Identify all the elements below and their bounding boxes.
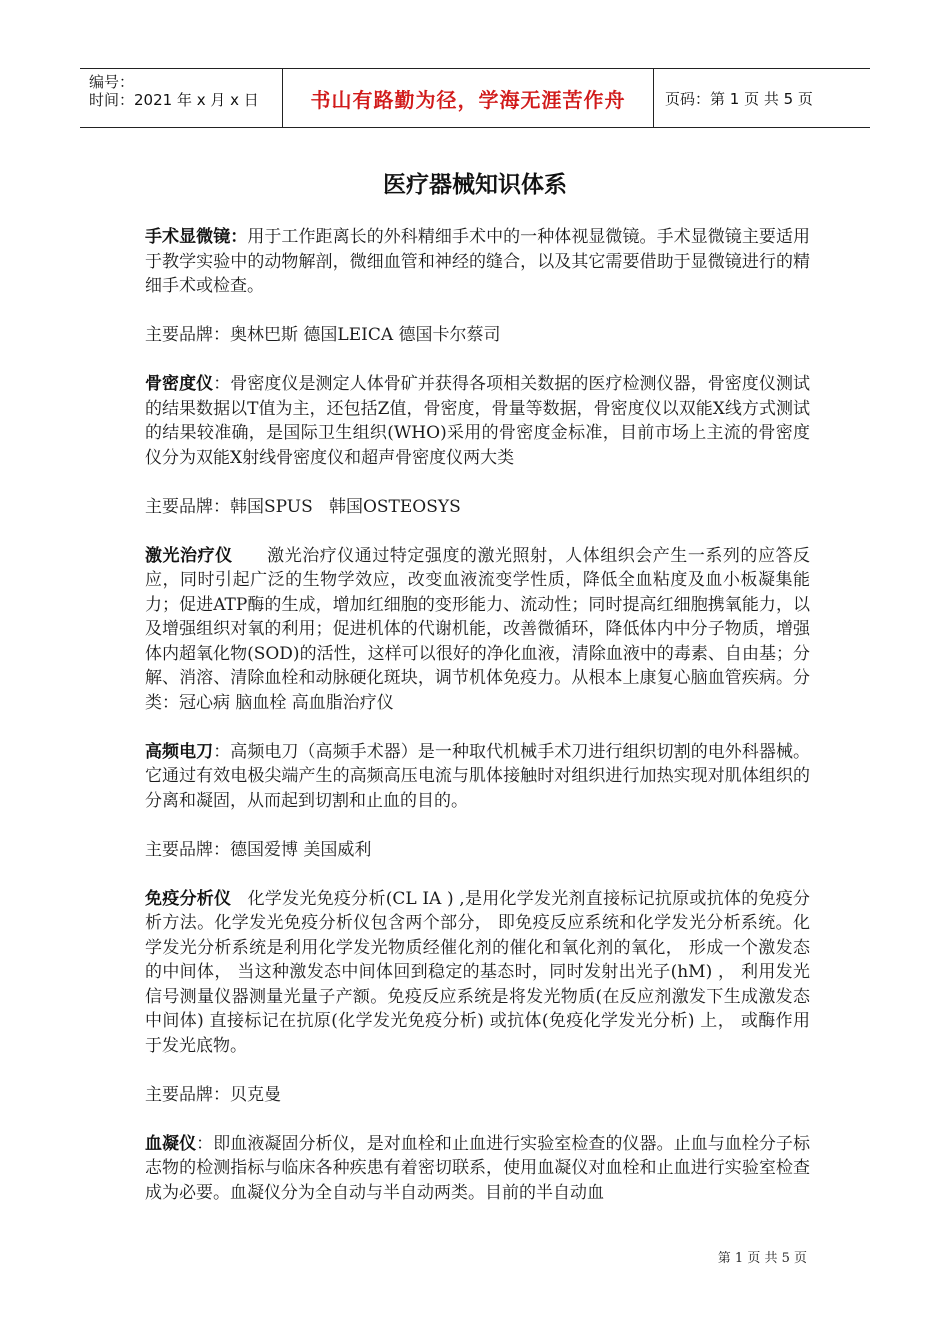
header-page-number: 页码：第 1 页 共 5 页 bbox=[665, 89, 813, 108]
term-surgical-microscope: 手术显微镜 bbox=[145, 227, 231, 247]
text-surgical-microscope: 用于工作距离长的外科精细手术中的一种体视显微镜。手术显微镜主要适用于教学实验中的动物解剖，微细血管和神经的缝合，以及其它需要借助于显微镜进行的精细手术或检查。 bbox=[145, 227, 811, 296]
term-laser-therapy: 激光治疗仪 bbox=[145, 545, 233, 566]
paragraph-coagulometer bbox=[145, 1132, 810, 1206]
term-colon: ： bbox=[196, 1133, 214, 1154]
paragraph-laser-therapy bbox=[145, 544, 810, 716]
term-immunoassay-analyzer: 免疫分析仪 bbox=[145, 888, 232, 909]
term-colon: ： bbox=[213, 374, 231, 394]
paragraph-bone-densitometer bbox=[145, 372, 810, 470]
page-title: 医疗器械知识体系 bbox=[383, 172, 567, 198]
brands-immunoassay-analyzer: 主要品牌：贝克曼 bbox=[145, 1084, 281, 1105]
paragraph-electrosurgical-unit bbox=[145, 740, 810, 814]
paragraph-surgical-microscope bbox=[145, 225, 810, 299]
brands-bone-densitometer: 主要品牌：韩国SPUS 韩国OSTEOSYS bbox=[145, 496, 461, 517]
page-header bbox=[80, 68, 870, 128]
footer-page-number: 第 1 页 共 5 页 bbox=[717, 1251, 807, 1266]
brands-electrosurgical-unit: 主要品牌：德国爱博 美国威利 bbox=[145, 839, 372, 860]
term-colon: ： bbox=[213, 741, 231, 762]
text-bone-densitometer: 骨密度仪是测定人体骨矿并获得各项相关数据的医疗检测仪器，骨密度仪测试的结果数据以T值为主，还包括Z值，骨密度，骨量等数据，骨密度仪以双能X线方式测试的结果较准确，是国际卫生组织(WHO)采用的骨密度金标准，目前市场上主流的骨密度仪分为双能X射线骨密度仪和超声骨密度仪两大类 bbox=[145, 374, 811, 468]
document-body bbox=[145, 225, 810, 1230]
header-meta bbox=[80, 69, 282, 127]
text-laser-therapy: 激光治疗仪通过特定强度的激光照射，人体组织会产生一系列的应答反应，同时引起广泛的生物学效应，改变血液流变学性质，降低全血粘度及血小板凝集能力；促进ATP酶的生成，增加红细胞的变形能力、流动性；同时提高红细胞携氧能力，以及增强组织对氧的利用；促进机体的代谢机能，改善微循环，降低体内中分子物质，增强体内超氧化物(SOD)的活性，这样可以很好的净化血液，清除血液中的毒素、自由基；分解、消溶、清除血栓和动脉硬化斑块，调节机体免疫力。从根本上康复心脑血管疾病。分类：冠心病 脑血栓 高血脂治疗仪 bbox=[145, 545, 811, 713]
term-electrosurgical-unit: 高频电刀 bbox=[145, 741, 214, 762]
text-electrosurgical-unit: 高频电刀（高频手术器）是一种取代机械手术刀进行组织切割的电外科器械。它通过有效电极尖端产生的高频高压电流与肌体接触时对组织进行加热实现对肌体组织的分离和凝固，从而起到切割和止血的目的。 bbox=[145, 741, 811, 811]
text-immunoassay-analyzer: 化学发光免疫分析(CL IA ) ,是用化学发光剂直接标记抗原或抗体的免疫分析方法。化学发光免疫分析仪包含两个部分， 即免疫反应系统和化学发光分析系统。化学发光分析系统是利用化学发光物质经催化剂的催化和氧化剂的氧化， 形成一个激发态的中间体， 当这种激发态中间体回到稳定的基态时，同时发射出光子(hM) ， 利用发光信号测量仪器测量光量子产额。免疫反应系统是将发光物质(在反应剂激发下生成激发态中间体) 直接标记在抗原(化学发光免疫分析) 或抗体(免疫化学发光分析) 上， 或酶作用于发光底物。 bbox=[145, 888, 810, 1056]
paragraph-immunoassay-analyzer bbox=[145, 887, 810, 1059]
term-colon: ： bbox=[230, 227, 248, 247]
document-number: 编号： bbox=[89, 73, 135, 91]
term-coagulometer: 血凝仪 bbox=[145, 1133, 197, 1154]
term-bone-densitometer: 骨密度仪 bbox=[145, 374, 214, 394]
document-date: 时间：2021 年 x 月 x 日 bbox=[89, 91, 259, 109]
header-motto: 书山有路勤为径，学海无涯苦作舟 bbox=[282, 69, 654, 127]
text-coagulometer: 即血液凝固分析仪，是对血栓和止血进行实验室检查的仪器。止血与血栓分子标志物的检测指标与临床各种疾患有着密切联系，使用血凝仪对血栓和止血进行实验室检查成为必要。血凝仪分为全自动与半自动两类。目前的半自动血 bbox=[145, 1133, 811, 1203]
brands-surgical-microscope: 主要品牌：奥林巴斯 德国LEICA 德国卡尔蔡司 bbox=[145, 325, 501, 345]
